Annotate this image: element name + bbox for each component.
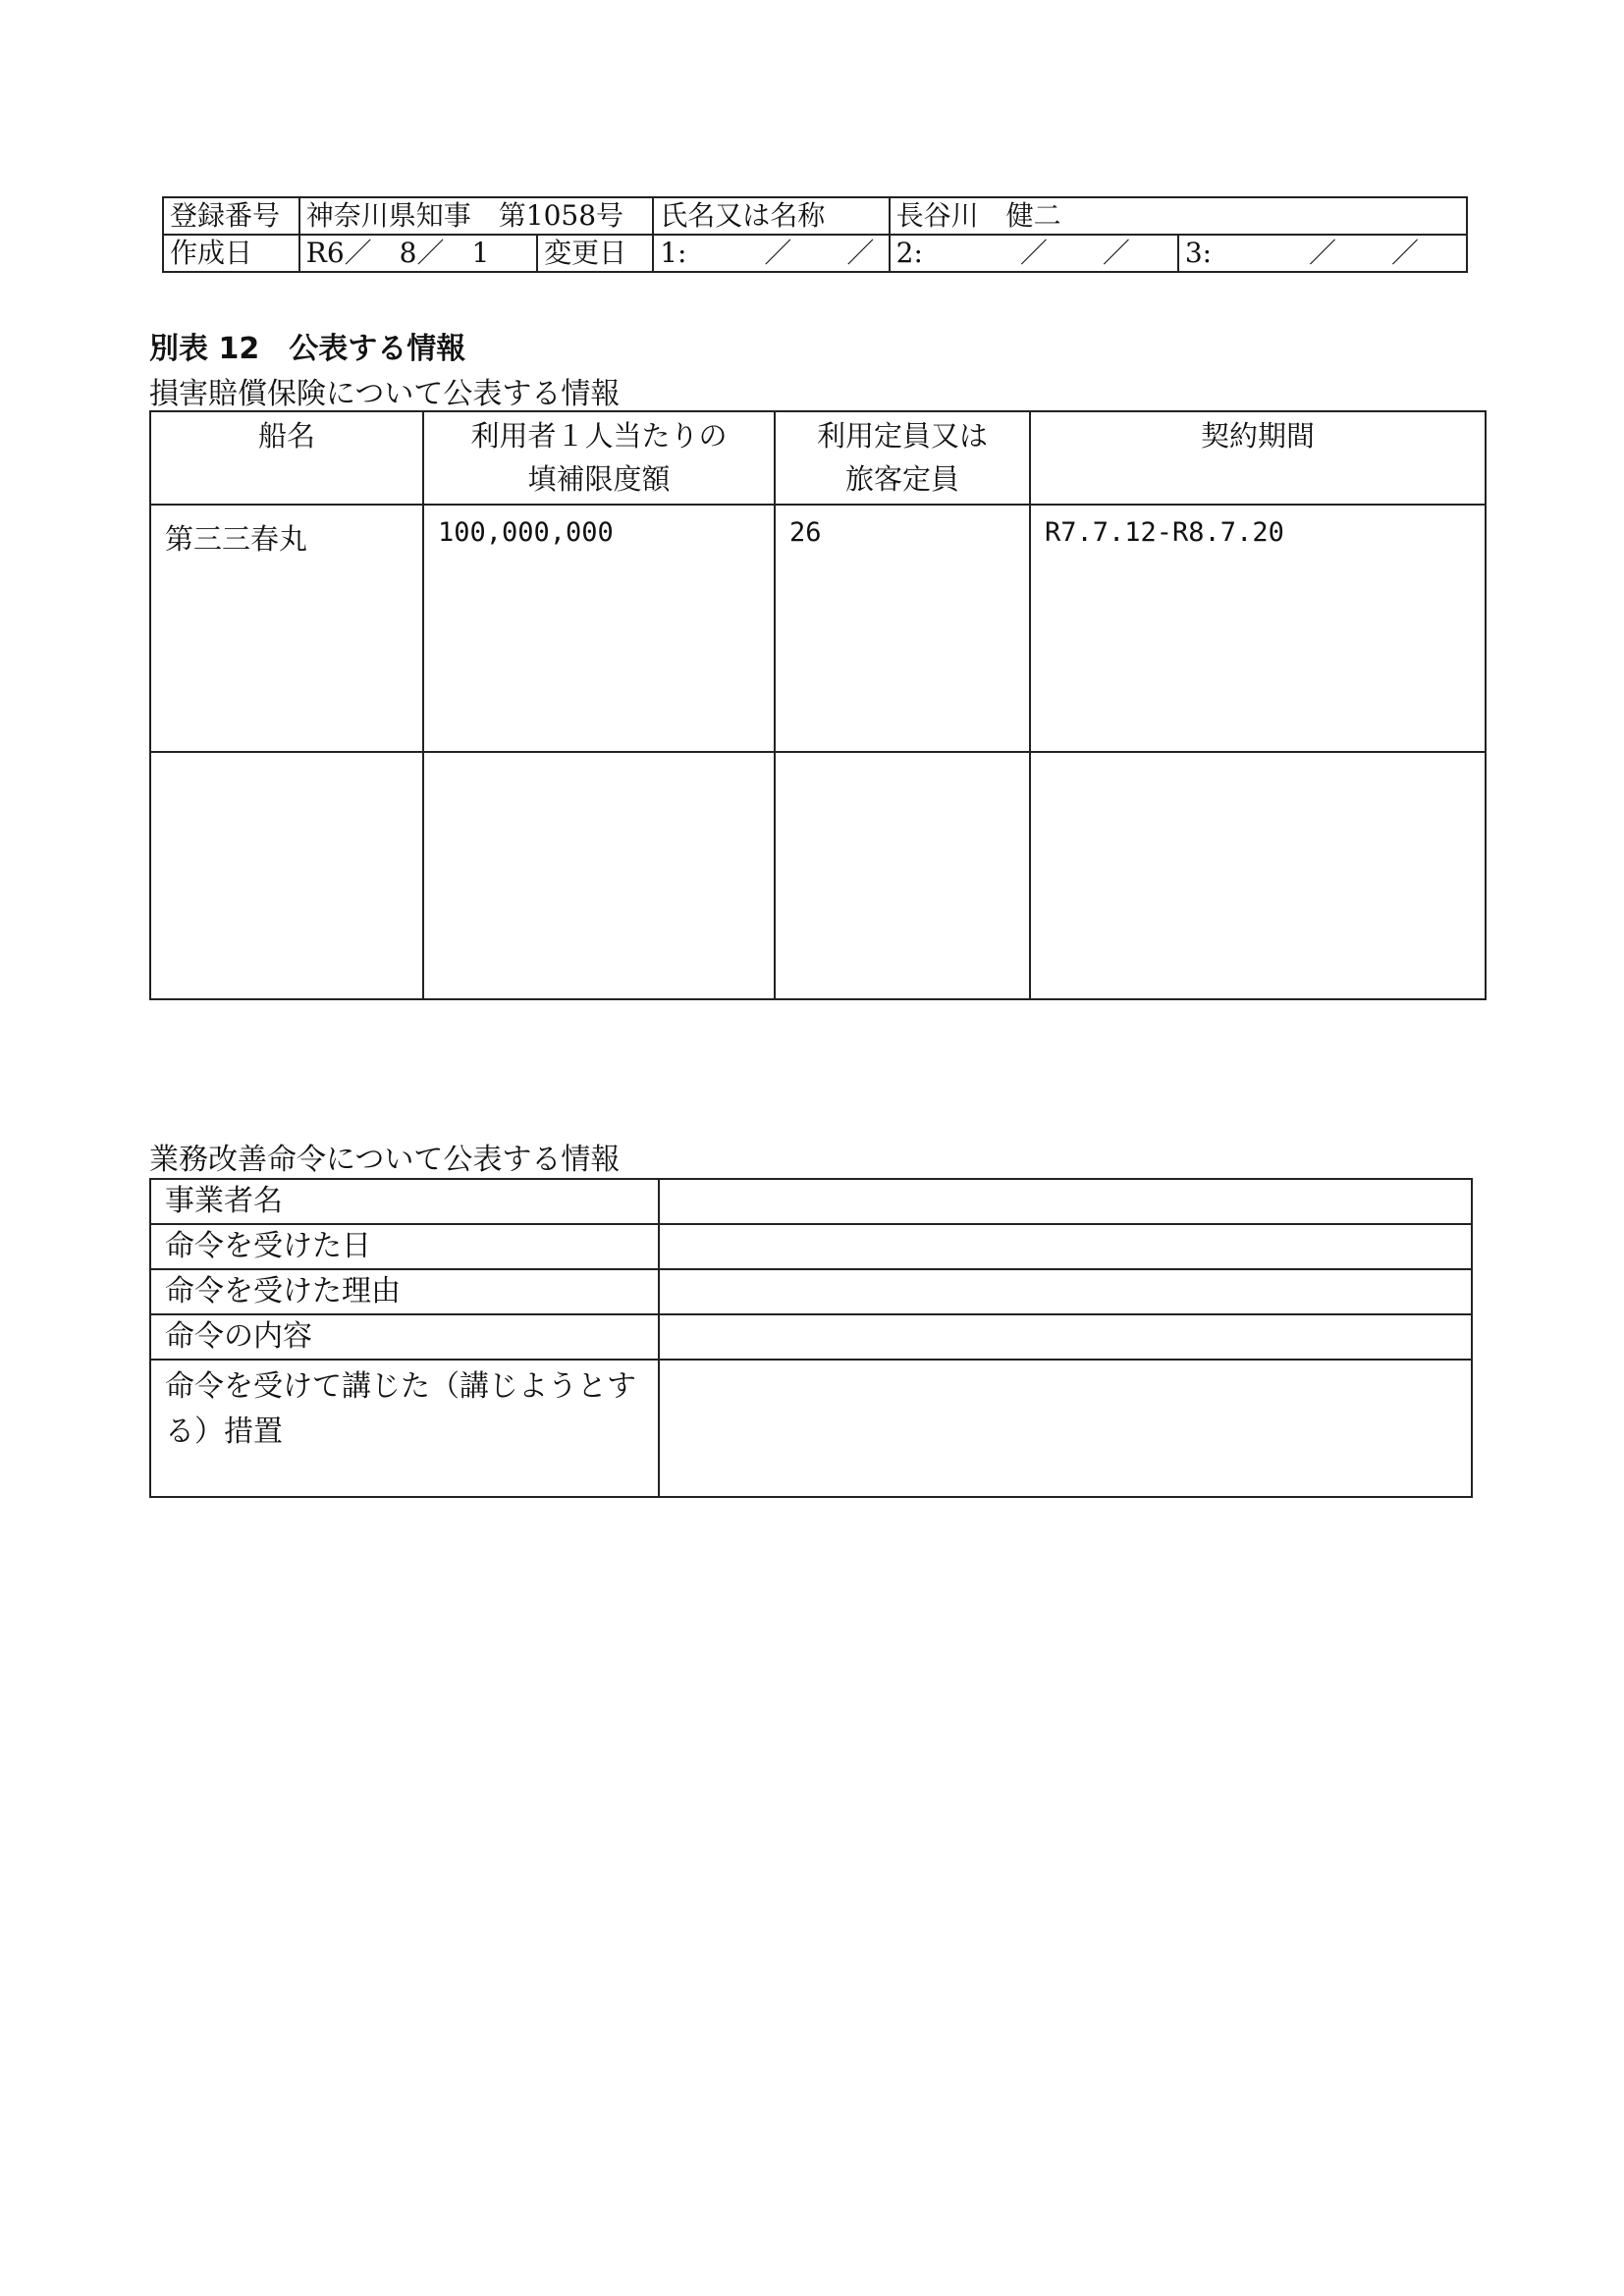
table-row xyxy=(150,505,1486,752)
registration-table xyxy=(162,196,1468,273)
order-title: 業務改善命令について公表する情報 xyxy=(149,1143,621,1177)
ship-name-cell xyxy=(150,752,423,999)
ship-name-cell: 第三三春丸 xyxy=(150,505,423,752)
table-row xyxy=(150,1224,1472,1269)
change-3-slashes: ／ ／ xyxy=(1308,237,1419,269)
name-label: 氏名又は名称 xyxy=(653,197,889,235)
created-value: R6／ 8／ 1 xyxy=(299,235,537,272)
insurance-title: 損害賠償保険について公表する情報 xyxy=(149,377,621,411)
registration-row xyxy=(163,197,1467,235)
table-row xyxy=(150,1269,1472,1314)
changed-label: 変更日 xyxy=(537,235,653,272)
limit-cell xyxy=(423,752,775,999)
capacity-cell: 26 xyxy=(775,505,1030,752)
col-ship-name xyxy=(150,411,423,505)
table-row xyxy=(150,1179,1472,1224)
name-value: 長谷川 健二 xyxy=(890,197,1467,235)
order-reason-label: 命令を受けた理由 xyxy=(150,1269,659,1314)
business-name-value xyxy=(659,1179,1472,1224)
header-text: 契約期間 xyxy=(1200,419,1315,453)
measures-value xyxy=(659,1360,1472,1497)
header-text: 利用定員又は 旅客定員 xyxy=(816,419,988,496)
limit-cell: 100,000,000 xyxy=(423,505,775,752)
change-3-number: 3: xyxy=(1184,237,1213,269)
section-title: 別表 12 公表する情報 xyxy=(149,332,466,366)
order-date-value xyxy=(659,1224,1472,1269)
change-1 xyxy=(653,235,889,272)
order-content-value xyxy=(659,1314,1472,1360)
order-reason-value xyxy=(659,1269,1472,1314)
change-3 xyxy=(1178,235,1467,272)
change-1-number: 1: xyxy=(660,237,687,269)
change-2 xyxy=(890,235,1178,272)
order-content-label: 命令の内容 xyxy=(150,1314,659,1360)
change-2-slashes: ／ ／ xyxy=(1019,237,1130,269)
contract-period-cell: R7.7.12-R8.7.20 xyxy=(1030,505,1486,752)
change-2-number: 2: xyxy=(895,237,923,269)
created-label: 作成日 xyxy=(163,235,299,272)
dates-row xyxy=(163,235,1467,272)
header-text: 船名 xyxy=(257,419,315,453)
contract-period-cell xyxy=(1030,752,1486,999)
reg-label: 登録番号 xyxy=(163,197,299,235)
table-row xyxy=(150,1360,1472,1497)
table-row xyxy=(150,1314,1472,1360)
table-row xyxy=(150,752,1486,999)
col-contract-period xyxy=(1030,411,1486,505)
reg-value: 神奈川県知事 第1058号 xyxy=(299,197,653,235)
measures-label: 命令を受けて講じた（講じようとする）措置 xyxy=(150,1360,659,1497)
header-text: 利用者１人当たりの 填補限度額 xyxy=(470,419,728,496)
change-1-slashes: ／ ／ xyxy=(764,237,875,269)
capacity-cell xyxy=(775,752,1030,999)
business-name-label: 事業者名 xyxy=(150,1179,659,1224)
col-capacity xyxy=(775,411,1030,505)
insurance-table xyxy=(149,410,1487,1000)
insurance-header-row xyxy=(150,411,1486,505)
col-limit xyxy=(423,411,775,505)
order-date-label: 命令を受けた日 xyxy=(150,1224,659,1269)
order-table xyxy=(149,1178,1473,1498)
